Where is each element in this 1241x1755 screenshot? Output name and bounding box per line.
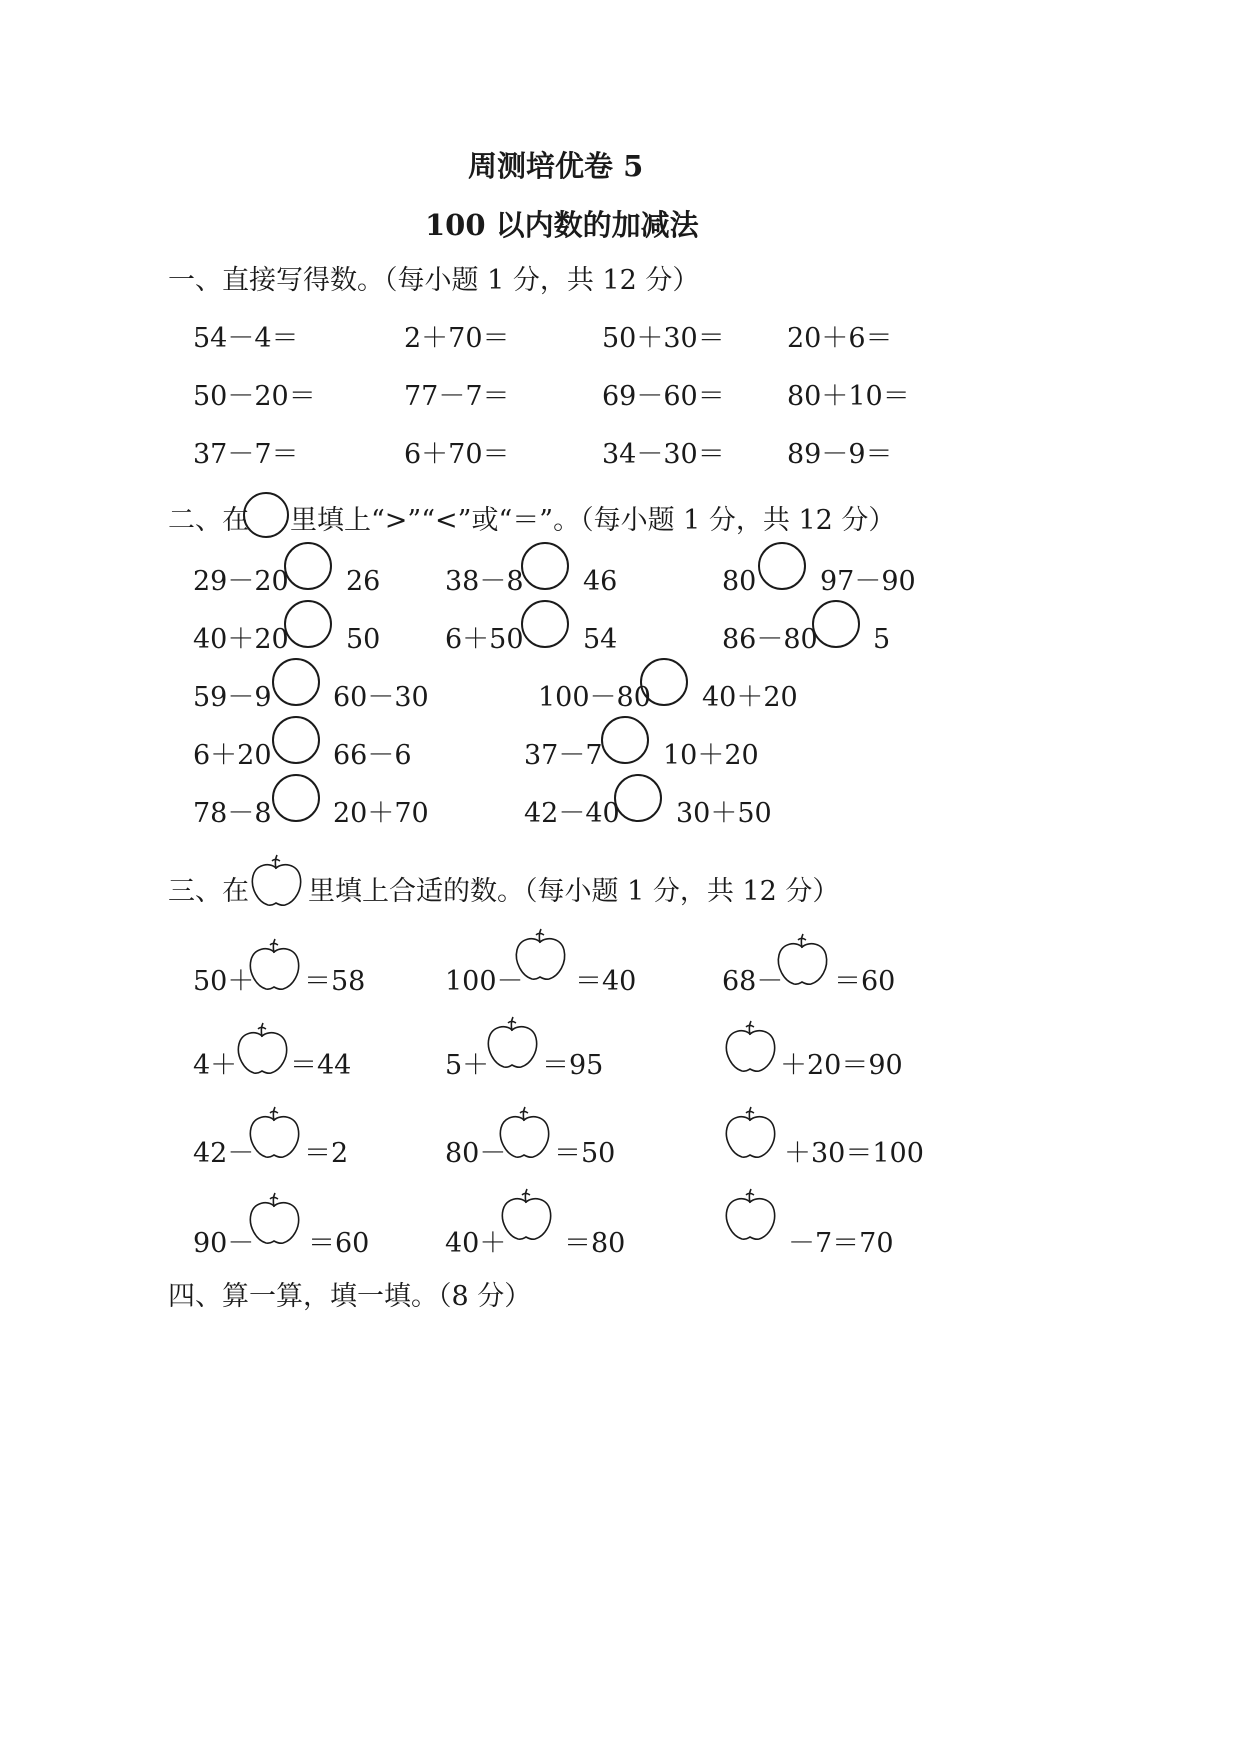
compare-left: 80	[722, 566, 757, 597]
page-subtitle: 100 以内数的加减法	[425, 208, 699, 242]
apple-after: ＝40	[575, 966, 637, 997]
section3-heading-pre: 三、在	[168, 876, 249, 907]
apple-blank[interactable]	[772, 931, 832, 991]
section1-item: 37－7＝	[193, 439, 299, 470]
apple-blank[interactable]	[244, 1190, 304, 1250]
apple-before: 40＋	[445, 1228, 507, 1259]
apple-blank[interactable]	[720, 1018, 780, 1078]
apple-after: ＝80	[564, 1228, 626, 1259]
apple-blank[interactable]	[510, 926, 570, 986]
apple-before: 5＋	[445, 1050, 490, 1081]
compare-right: 97－90	[820, 566, 916, 597]
compare-circle[interactable]	[284, 542, 332, 590]
compare-right: 5	[873, 624, 891, 655]
section4-heading: 四、算一算，填一填。（8 分）	[168, 1281, 532, 1312]
section2-heading-post: 里填上“>”“<”或“＝”。（每小题 1 分，共 12 分）	[290, 505, 896, 536]
apple-after: ＝50	[554, 1138, 616, 1169]
apple-blank[interactable]	[244, 936, 304, 996]
compare-right: 60－30	[333, 682, 429, 713]
compare-left: 29－20	[193, 566, 289, 597]
apple-before: 50＋	[193, 966, 255, 997]
section1-item: 77－7＝	[404, 381, 510, 412]
section3-heading-post: 里填上合适的数。（每小题 1 分，共 12 分）	[308, 876, 840, 907]
apple-blank[interactable]	[244, 1104, 304, 1164]
compare-left: 86－80	[722, 624, 818, 655]
compare-left: 37－7	[524, 740, 603, 771]
section1-item: 34－30＝	[602, 439, 725, 470]
apple-blank[interactable]	[482, 1014, 542, 1074]
compare-right: 40＋20	[702, 682, 798, 713]
compare-right: 30＋50	[676, 798, 772, 829]
compare-right: 26	[346, 566, 381, 597]
apple-after: ＝44	[290, 1050, 352, 1081]
apple-before: 100－	[445, 966, 524, 997]
compare-circle[interactable]	[521, 542, 569, 590]
apple-after: ＋20＝90	[780, 1050, 903, 1081]
compare-circle[interactable]	[521, 600, 569, 648]
apple-after: ＝60	[834, 966, 896, 997]
compare-left: 38－8	[445, 566, 524, 597]
compare-left: 6＋20	[193, 740, 272, 771]
section1-item: 2＋70＝	[404, 323, 510, 354]
compare-right: 46	[583, 566, 618, 597]
compare-circle[interactable]	[272, 658, 320, 706]
compare-circle[interactable]	[812, 600, 860, 648]
apple-before: 80－	[445, 1138, 507, 1169]
compare-circle[interactable]	[284, 600, 332, 648]
compare-right: 54	[583, 624, 618, 655]
compare-right: 20＋70	[333, 798, 429, 829]
section1-item: 89－9＝	[787, 439, 893, 470]
section1-item: 50＋30＝	[602, 323, 725, 354]
compare-right: 66－6	[333, 740, 412, 771]
apple-after: ＝95	[542, 1050, 604, 1081]
compare-circle[interactable]	[640, 658, 688, 706]
apple-after: ＝2	[304, 1138, 349, 1169]
section1-item: 20＋6＝	[787, 323, 893, 354]
section1-heading: 一、直接写得数。（每小题 1 分，共 12 分）	[168, 265, 700, 296]
compare-circle[interactable]	[272, 774, 320, 822]
apple-icon	[246, 852, 306, 912]
section1-item: 6＋70＝	[404, 439, 510, 470]
compare-left: 59－9	[193, 682, 272, 713]
compare-circle[interactable]	[601, 716, 649, 764]
apple-before: 42－	[193, 1138, 255, 1169]
apple-blank[interactable]	[496, 1186, 556, 1246]
heading-circle-icon	[243, 492, 289, 538]
apple-after: ＝60	[308, 1228, 370, 1259]
compare-circle[interactable]	[272, 716, 320, 764]
compare-right: 10＋20	[663, 740, 759, 771]
compare-left: 40＋20	[193, 624, 289, 655]
apple-blank[interactable]	[494, 1104, 554, 1164]
page-title: 周测培优卷 5	[468, 149, 644, 183]
apple-before: 4＋	[193, 1050, 238, 1081]
apple-blank[interactable]	[720, 1104, 780, 1164]
section1-item: 50－20＝	[193, 381, 316, 412]
section1-item: 54－4＝	[193, 323, 299, 354]
apple-after: ＋30＝100	[784, 1138, 924, 1169]
section1-item: 80＋10＝	[787, 381, 910, 412]
section2-heading-pre: 二、在	[168, 505, 249, 536]
apple-after: －7＝70	[788, 1228, 894, 1259]
apple-after: ＝58	[304, 966, 366, 997]
compare-left: 42－40	[524, 798, 620, 829]
compare-left: 100－80	[538, 682, 651, 713]
compare-left: 78－8	[193, 798, 272, 829]
compare-circle[interactable]	[614, 774, 662, 822]
apple-before: 90－	[193, 1228, 255, 1259]
apple-before: 68－	[722, 966, 784, 997]
apple-blank[interactable]	[232, 1020, 292, 1080]
apple-blank[interactable]	[720, 1186, 780, 1246]
compare-circle[interactable]	[758, 542, 806, 590]
compare-right: 50	[346, 624, 381, 655]
compare-left: 6＋50	[445, 624, 524, 655]
section1-item: 69－60＝	[602, 381, 725, 412]
